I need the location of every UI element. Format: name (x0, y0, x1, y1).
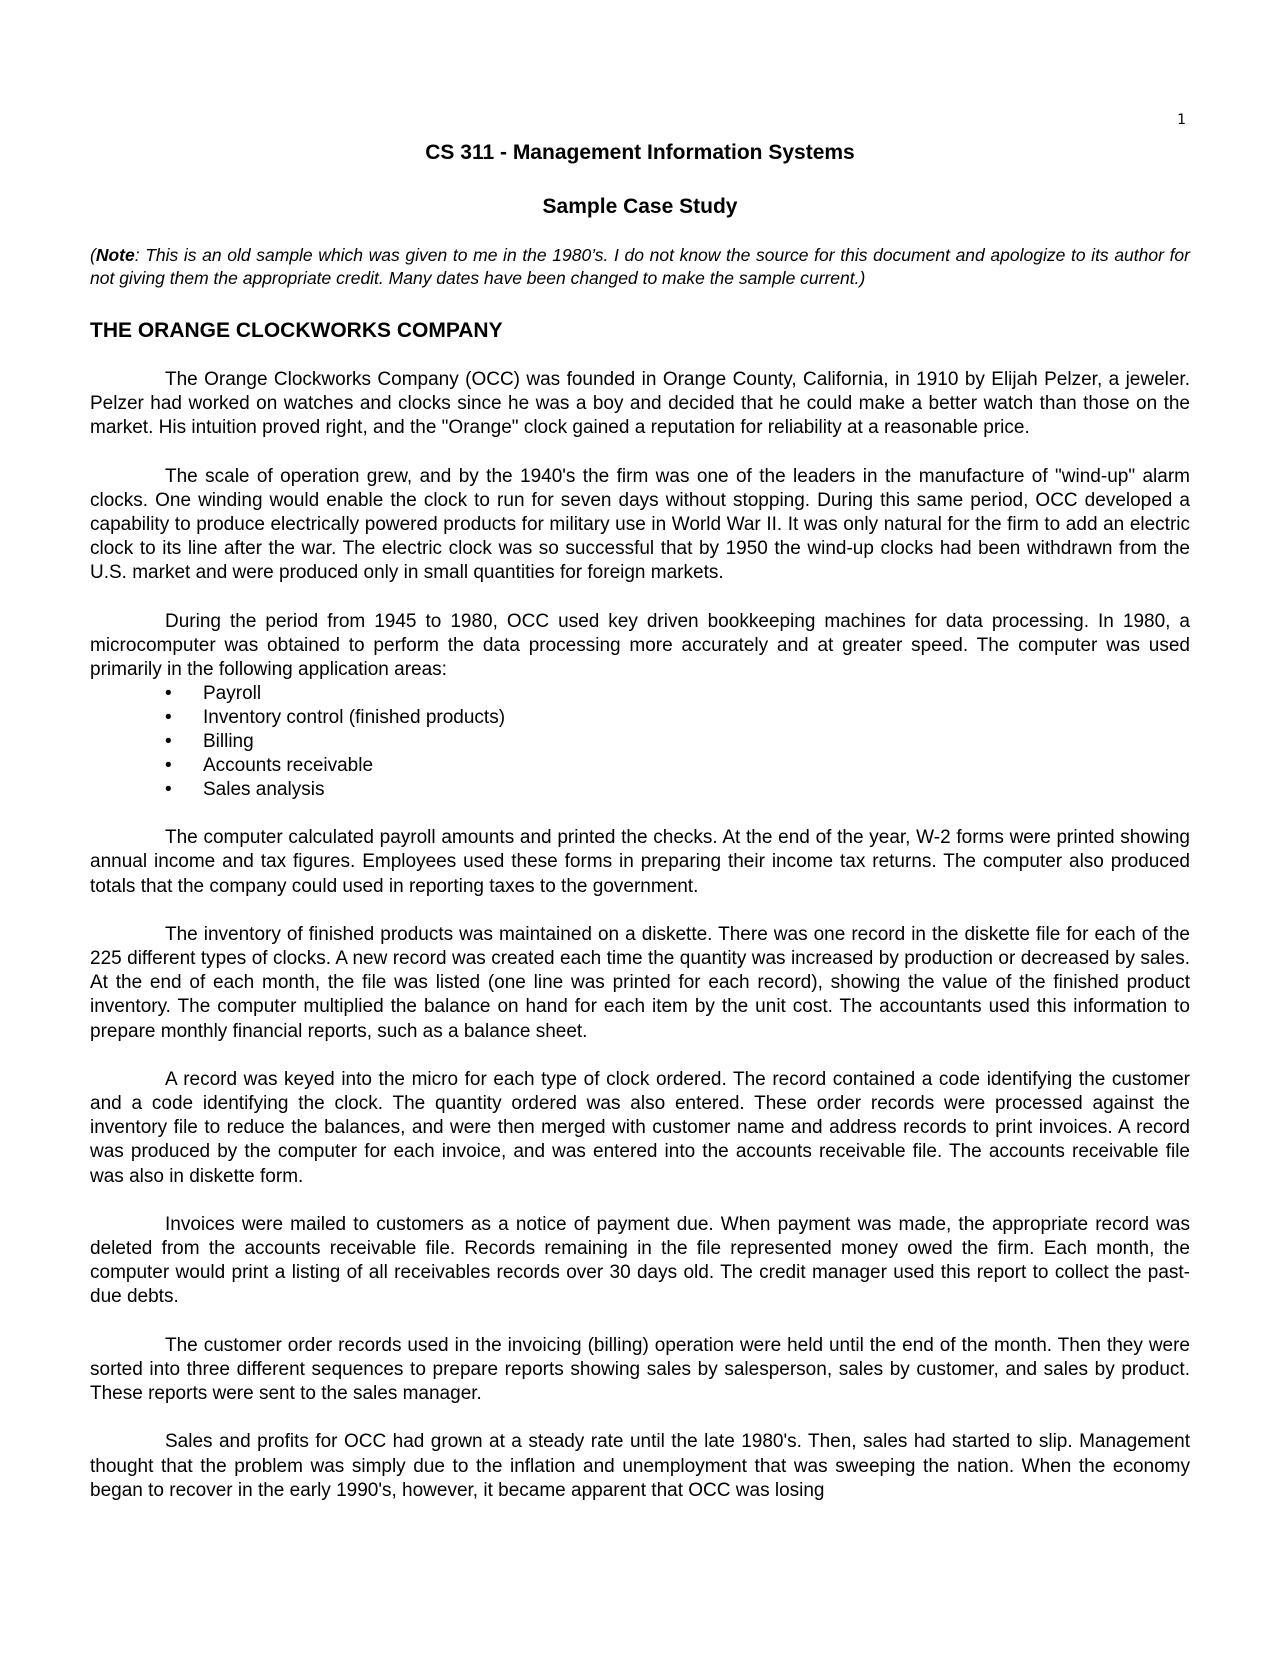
paragraph-founding: The Orange Clockworks Company (OCC) was founded in Orange County, California, in 1910 by Elijah Pelzer, a jeweler. Pelzer had worked on watches and clocks since he was a boy and decided that he could make a better watch than those on the market. His intuition proved right, and the "Orange" clock gained a reputation for reliability at a reasonable price. (90, 369, 1190, 439)
list-item (165, 706, 1190, 730)
paragraph-inventory: The inventory of finished products was maintained on a diskette. There was one record in the diskette file for each of the 225 different types of clocks. A new record was created each time the quantity was increased by production or decreased by sales. At the end of each month, the file was listed (one line was printed for each record), showing the value of the finished product inventory. The computer multiplied the balance on hand for each item by the unit cost. The accountants used this information to prepare monthly financial reports, such as a balance sheet. (90, 923, 1190, 1042)
document-title: CS 311 - Management Information Systems (425, 141, 855, 164)
paragraph-invoices: Invoices were mailed to customers as a notice of payment due. When payment was made, the appropriate record was deleted from the accounts receivable file. Records remaining in the file represented money owed the firm. Each month, the computer would print a listing of all receivables records over 30 days old. The credit manager used this report to collect the past-due debts. (90, 1213, 1190, 1308)
list-item (165, 682, 1190, 706)
list-item (165, 730, 1190, 754)
bullet-icon: • (165, 755, 172, 777)
document-body (90, 140, 1190, 1503)
application-areas-list (90, 682, 1190, 802)
note-paragraph (90, 244, 1190, 290)
bullet-icon: • (165, 683, 172, 705)
paragraph-data-processing: During the period from 1945 to 1980, OCC used key driven bookkeeping machines for data processing. In 1980, a microcomputer was obtained to perform the data processing more accurately and at greater speed. The computer was used primarily in the following application areas: (90, 610, 1190, 681)
paragraph-orders: A record was keyed into the micro for each type of clock ordered. The record contained a code identifying the customer and a code identifying the clock. The quantity ordered was also entered. These order records were processed against the inventory file to reduce the balances, and were then merged with customer name and address records to print invoices. A record was produced by the computer for each invoice, and was entered into the accounts receivable file. The accounts receivable file was also in diskette form. (90, 1068, 1190, 1187)
list-item (165, 754, 1190, 778)
list-item-text: Billing (203, 731, 254, 753)
paragraph-sales-reports: The customer order records used in the invoicing (billing) operation were held until the end of the month. Then they were sorted into three different sequences to prepare reports showing sales by salesperson, sales by customer, and sales by product. These reports were sent to the sales manager. (90, 1334, 1190, 1405)
bullet-icon: • (165, 707, 172, 729)
list-item-text: Inventory control (finished products) (203, 707, 506, 729)
list-item-text: Accounts receivable (203, 755, 374, 777)
list-item-text: Sales analysis (203, 779, 325, 801)
section-heading: THE ORANGE CLOCKWORKS COMPANY (90, 319, 503, 342)
note-text: : This is an old sample which was given to me in the 1980’s. I do not know the source for this document and apologize to its author for not giving them the appropriate credit. Many dates have been changed to make the sample current.) (90, 245, 1190, 288)
paragraph-sales-decline: Sales and profits for OCC had grown at a steady rate until the late 1980's. Then, sales had started to slip. Management thought that the problem was simply due to the inflation and unemployment that was sweeping the nation. When the economy began to recover in the early 1990's, however, it became apparent that OCC was losing (90, 1431, 1190, 1501)
note-open-paren: ( (90, 245, 96, 265)
list-item (165, 778, 1190, 802)
paragraph-growth: The scale of operation grew, and by the 1940's the firm was one of the leaders in the manufacture of "wind-up" alarm clocks. One winding would enable the clock to run for seven days without stopping. During this same period, OCC developed a capability to produce electrically powered products for military use in World War II. It was only natural for the firm to add an electric clock to its line after the war. The electric clock was so successful that by 1950 the wind-up clocks had been withdrawn from the U.S. market and were produced only in small quantities for foreign markets. (90, 465, 1190, 584)
page-number: 1 (1177, 112, 1186, 128)
list-item-text: Payroll (203, 683, 262, 705)
document-subtitle: Sample Case Study (542, 195, 738, 218)
paragraph-payroll: The computer calculated payroll amounts and printed the checks. At the end of the year, W-2 forms were printed showing annual income and tax figures. Employees used these forms in preparing their income tax returns. The computer also produced totals that the company could used in reporting taxes to the government. (90, 827, 1190, 897)
bullet-icon: • (165, 779, 172, 801)
bullet-icon: • (165, 731, 172, 753)
note-label: Note (95, 245, 135, 265)
